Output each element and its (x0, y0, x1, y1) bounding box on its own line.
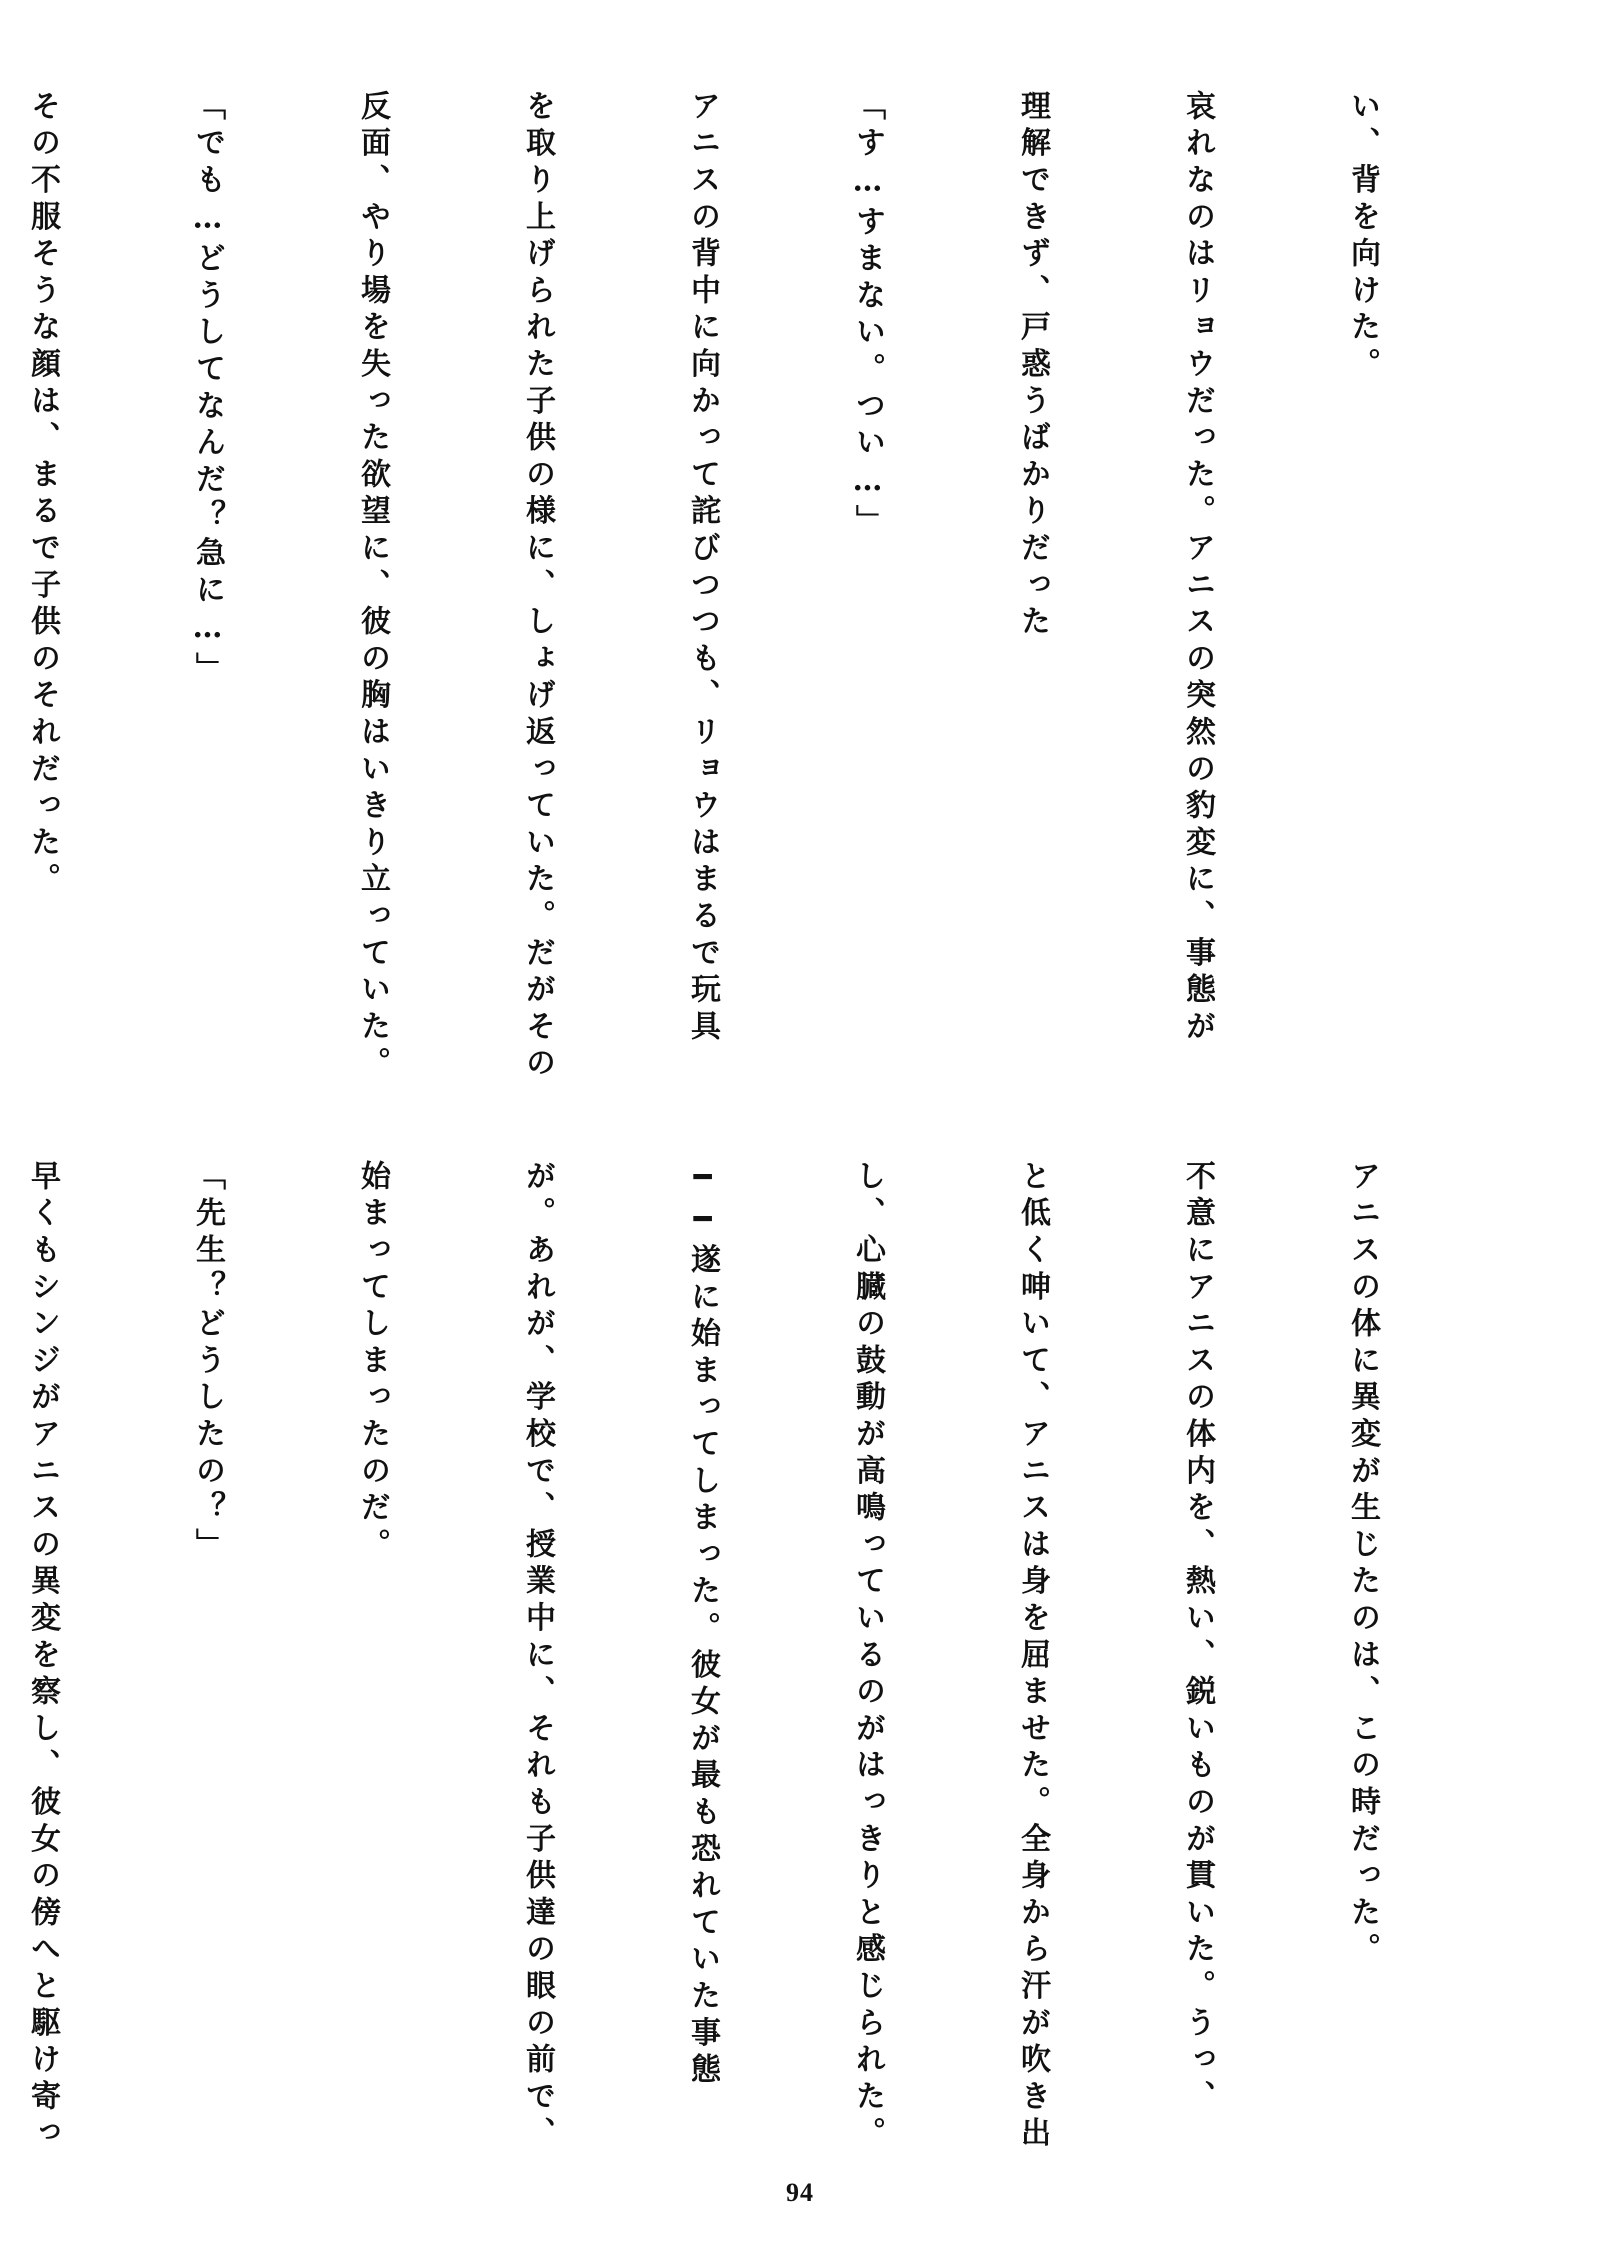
text-line: 「す…すまない。つい…」 (850, 90, 885, 542)
text-line: を取り上げられた子供の様に、しょげ返っていた。だがその (520, 90, 555, 1084)
text-line: 理解できず、戸惑うばかりだった (1015, 90, 1050, 642)
text-line: い、背を向けた。 (1345, 90, 1380, 385)
bottom-text-block (25, 1160, 1500, 2160)
text-line: と低く呻いて、アニスは身を屈ませた。全身から汗が吹き出 (1015, 1160, 1050, 2154)
text-line: ━━遂に始まってしまった。彼女が最も恐れていた事態 (685, 1160, 720, 2090)
text-line: 哀れなのはリョウだった。アニスの突然の豹変に、事態が (1180, 90, 1215, 1047)
text-line: 「先生？どうしたの？」 (190, 1160, 225, 1565)
page-number: 94 (786, 2178, 814, 2207)
text-line: 早くもシンジがアニスの異変を察し、彼女の傍へと駆け寄っ (25, 1160, 60, 2154)
text-line: が。あれが、学校で、授業中に、それも子供達の眼の前で、 (520, 1160, 555, 2154)
text-line: その不服そうな顔は、まるで子供のそれだった。 (25, 90, 60, 900)
text-line: 始まってしまったのだ。 (355, 1160, 390, 1565)
text-line: アニスの体に異変が生じたのは、この時だった。 (1345, 1160, 1380, 1970)
text-line: し、心臓の鼓動が高鳴っているのがはっきりと感じられた。 (850, 1160, 885, 2154)
text-line: 不意にアニスの体内を、熱い、鋭いものが貫いた。うっ、 (1180, 1160, 1215, 2117)
text-line: アニスの背中に向かって詫びつつも、リョウはまるで玩具 (685, 90, 720, 1047)
text-line: 「でも…どうしてなんだ？急に…」 (190, 90, 225, 689)
top-text-block (25, 90, 1500, 1150)
text-line: 反面、やり場を失った欲望に、彼の胸はいきり立っていた。 (355, 90, 390, 1084)
